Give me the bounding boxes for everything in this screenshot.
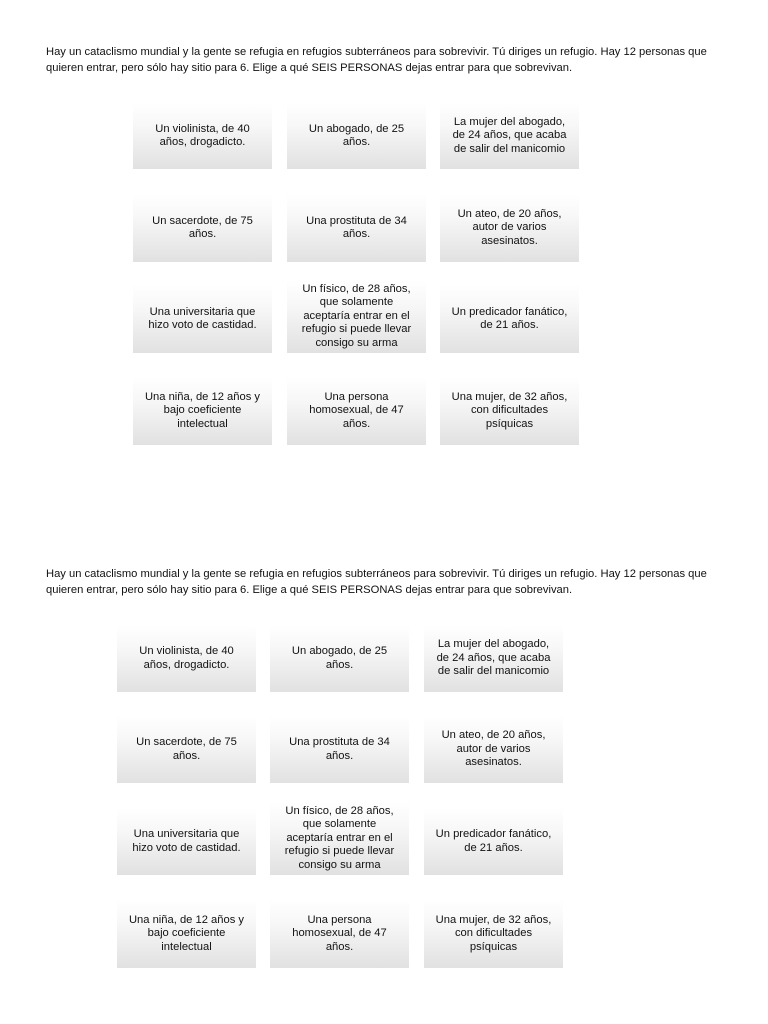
person-card-homosexual: Una persona homosexual, de 47 años. [287,377,426,445]
person-card-violinist: Un violinista, de 40 años, drogadicto. [133,103,272,169]
person-card-prostitute: Una prostituta de 34 años. [287,194,426,262]
person-card-woman: Una mujer, de 32 años, con dificultades psíquicas [424,900,563,968]
instructions-text: Hay un cataclismo mundial y la gente se refugia en refugios subterráneos para sobrevivir. Tú diriges un refugio. Hay 12 personas que quieren entrar, pero sólo hay sitio para 6. Elige a qué SEIS PERSONAS dejas entrar para que sobrevivan. [46,46,707,74]
person-card-atheist: Un ateo, de 20 años, autor de varios asesinatos. [424,716,563,783]
person-card-lawyer-wife: La mujer del abogado, de 24 años, que acaba de salir del manicomio [424,625,563,692]
person-card-preacher: Un predicador fanático, de 21 años. [424,808,563,875]
person-card-priest: Un sacerdote, de 75 años. [117,716,256,783]
person-card-violinist: Un violinista, de 40 años, drogadicto. [117,625,256,692]
person-card-lawyer: Un abogado, de 25 años. [287,103,426,169]
person-card-atheist: Un ateo, de 20 años, autor de varios asesinatos. [440,194,579,262]
person-card-woman: Una mujer, de 32 años, con dificultades psíquicas [440,377,579,445]
person-card-physicist: Un físico, de 28 años, que solamente aceptaría entrar en el refugio si puede llevar consigo su arma [287,280,426,353]
person-card-girl: Una niña, de 12 años y bajo coeficiente intelectual [117,900,256,968]
person-card-student: Una universitaria que hizo voto de castidad. [117,808,256,875]
person-card-priest: Un sacerdote, de 75 años. [133,194,272,262]
person-card-girl: Una niña, de 12 años y bajo coeficiente intelectual [133,377,272,445]
person-card-prostitute: Una prostituta de 34 años. [270,716,409,783]
instructions-text: Hay un cataclismo mundial y la gente se refugia en refugios subterráneos para sobrevivir. Tú diriges un refugio. Hay 12 personas que quieren entrar, pero sólo hay sitio para 6. Elige a qué SEIS PERSONAS dejas entrar para que sobrevivan. [46,568,707,596]
person-card-lawyer: Un abogado, de 25 años. [270,625,409,692]
person-card-physicist: Un físico, de 28 años, que solamente aceptaría entrar en el refugio si puede llevar consigo su arma [270,802,409,875]
person-card-lawyer-wife: La mujer del abogado, de 24 años, que acaba de salir del manicomio [440,103,579,169]
person-card-preacher: Un predicador fanático, de 21 años. [440,285,579,353]
person-card-student: Una universitaria que hizo voto de castidad. [133,285,272,353]
person-card-homosexual: Una persona homosexual, de 47 años. [270,900,409,968]
